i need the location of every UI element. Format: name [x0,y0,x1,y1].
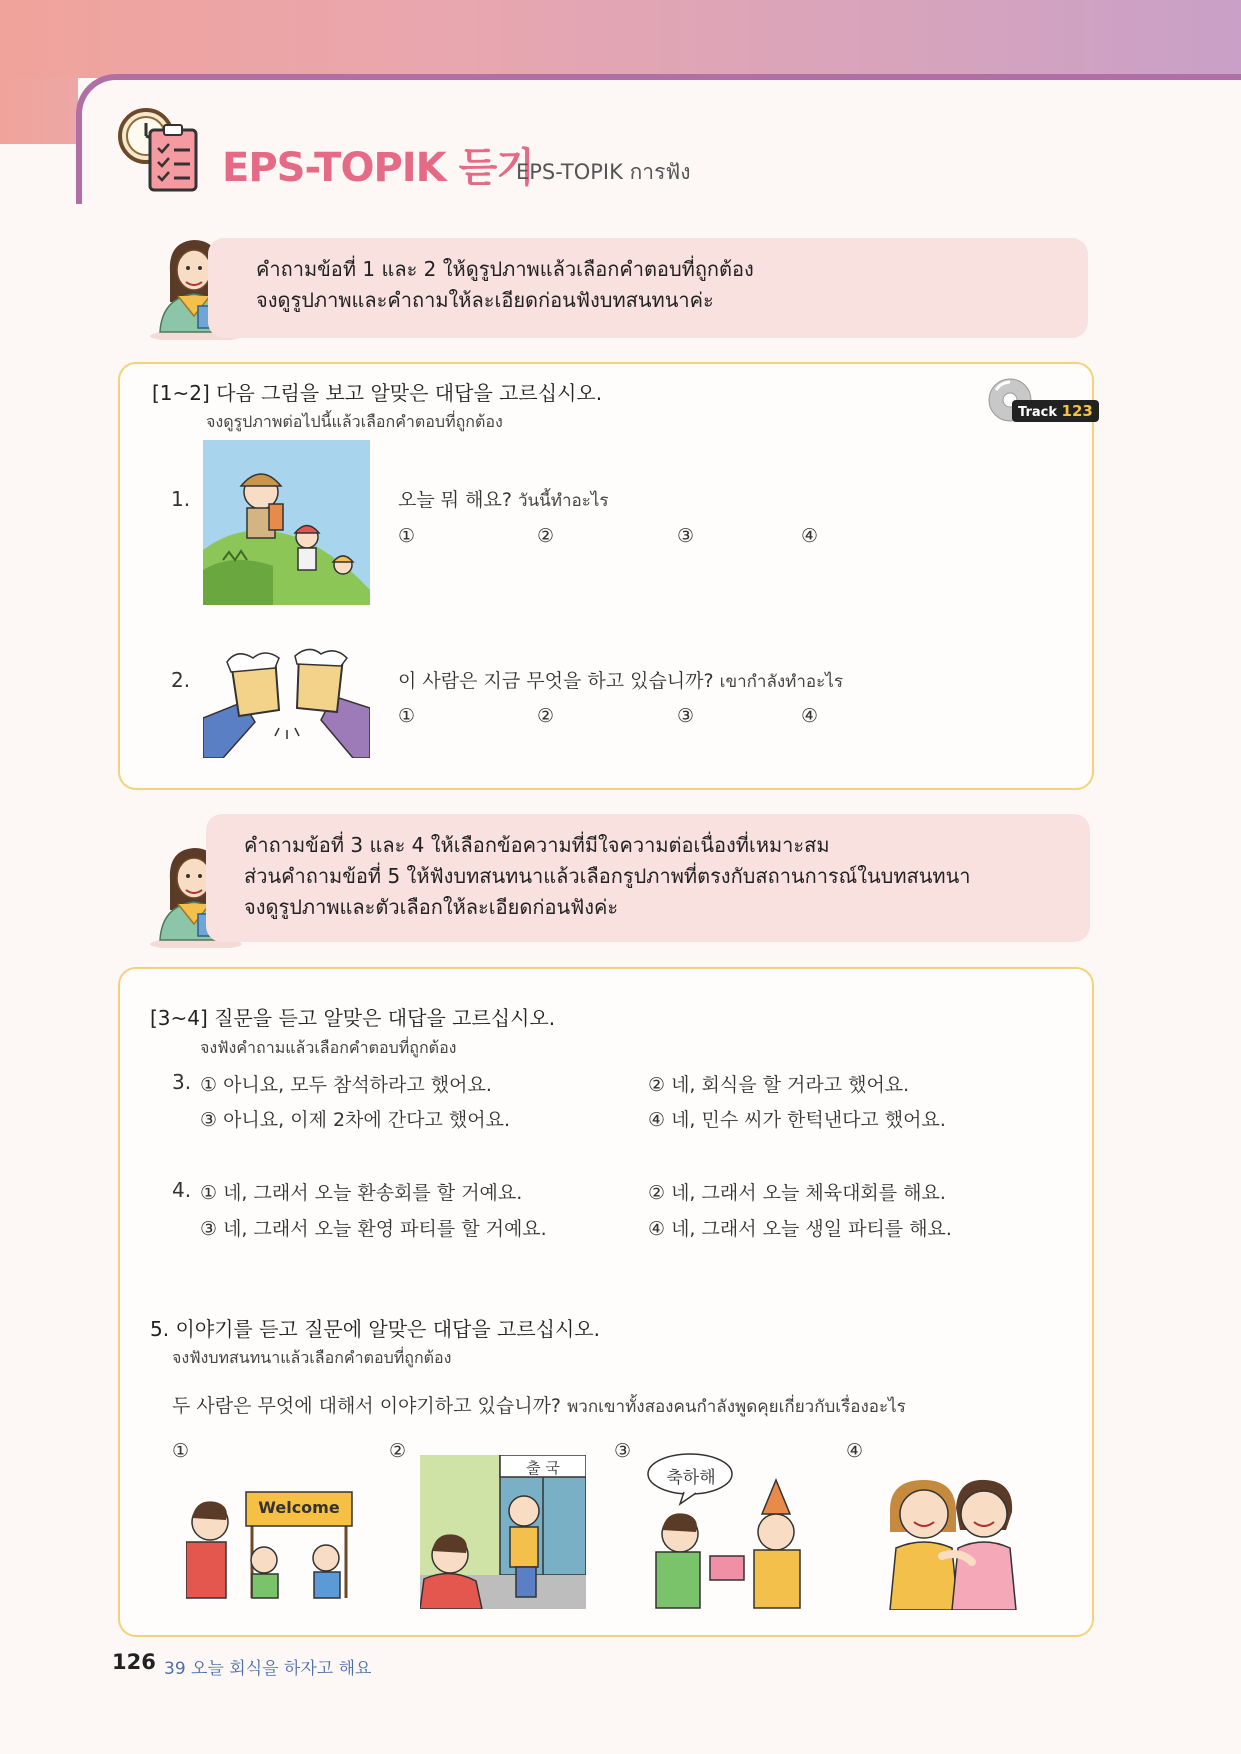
question-number: 2. [171,668,191,692]
audio-track-badge[interactable] [988,378,1093,426]
track-label [1012,400,1099,422]
answer-option-4[interactable]: ④ [801,705,819,727]
question-text [398,485,609,514]
speech-bubble-text: 축하해 [666,1468,716,1488]
instruction-line: คำถามข้อที่ 1 และ 2 ให้ดูรูปภาพแล้วเลือกคำตอบที่ถูกต้อง [256,257,754,281]
answer-option-2[interactable]: ② [537,525,555,547]
section-subheading: จงฟังคำถามแล้วเลือกคำตอบที่ถูกต้อง [200,1038,457,1057]
question-number: 1. [171,487,191,511]
question-thai: พวกเขาทั้งสองคนกำลังพูดคุยเกี่ยวกับเรื่องอะไร [567,1397,906,1417]
question-5-heading: 5. 이야기를 듣고 질문에 알맞은 대답을 고르십시오. [150,1317,600,1341]
section-heading: [1~2] 다음 그림을 보고 알맞은 대답을 고르십시오. [152,381,603,405]
answer-option-2[interactable]: ② [537,705,555,727]
congratulations-illustration[interactable] [644,1450,814,1610]
track-number: 123 [1061,402,1093,420]
page-subtitle: EPS-TOPIK การฟัง [516,160,691,184]
instruction-line: จงดูรูปภาพและตัวเลือกให้ละเอียดก่อนฟังค่ะ [244,895,619,919]
instruction-line: จงดูรูปภาพและคำถามให้ละเอียดก่อนฟังบทสนทนาค่ะ [256,288,714,312]
answer-option-1[interactable]: ① [398,525,416,547]
page-title: EPS-TOPIK 듣기 [222,145,534,191]
welcome-illustration[interactable] [186,1480,356,1600]
departure-sign-text: 출 국 [526,1459,560,1477]
answer-option-4[interactable]: ④ [801,525,819,547]
section-heading: [3~4] 질문을 듣고 알맞은 대답을 고르십시오. [150,1006,556,1030]
instruction-box-2 [206,814,1090,942]
question-korean: 이 사람은 지금 무엇을 하고 있습니까? [398,670,714,692]
friends-illustration[interactable] [886,1470,1020,1610]
chapter-title: 39 오늘 회식을 하자고 해요 [164,1659,372,1679]
question-korean: 두 사람은 무엇에 대해서 이야기하고 있습니까? [172,1395,562,1417]
header-color-band-left [0,78,78,144]
question-text [398,666,843,695]
answer-option-4[interactable]: ④ 네, 민수 씨가 한턱낸다고 했어요. [648,1109,946,1131]
instruction-line: คำถามข้อที่ 3 และ 4 ให้เลือกข้อความที่มีใจความต่อเนื่องที่เหมาะสม [244,833,830,857]
picture-option-1-label[interactable]: ① [172,1440,190,1462]
picture-option-3-label[interactable]: ③ [614,1440,632,1462]
question-thai: เขากำลังทำอะไร [719,672,843,692]
answer-option-2[interactable]: ② 네, 그래서 오늘 체육대회를 해요. [648,1182,946,1204]
instruction-box-1 [208,238,1088,338]
question-korean: 오늘 뭐 해요? [398,489,512,511]
answer-option-3[interactable]: ③ [677,705,695,727]
picture-option-2-label[interactable]: ② [389,1440,407,1462]
question-text [172,1391,906,1420]
toast-beer-illustration [203,648,370,758]
answer-option-3[interactable]: ③ 네, 그래서 오늘 환영 파티를 할 거예요. [200,1218,547,1240]
answer-option-1[interactable]: ① 아니요, 모두 참석하라고 했어요. [200,1074,492,1096]
answer-option-2[interactable]: ② 네, 회식을 할 거라고 했어요. [648,1074,910,1096]
question-thai: วันนี้ทำอะไร [517,491,609,511]
answer-option-1[interactable]: ① 네, 그래서 오늘 환송회를 할 거예요. [200,1182,523,1204]
page-number: 126 [112,1650,156,1674]
track-text: Track [1018,405,1057,420]
clock-checklist-icon [116,106,206,196]
question-number: 4. [172,1178,192,1202]
welcome-sign-text: Welcome [258,1498,340,1517]
answer-option-3[interactable]: ③ [677,525,695,547]
answer-option-1[interactable]: ① [398,705,416,727]
hiking-illustration [203,440,370,605]
question-number: 3. [172,1070,192,1094]
departure-scene [420,1455,586,1609]
answer-option-3[interactable]: ③ 아니요, 이제 2차에 간다고 했어요. [200,1109,511,1131]
answer-option-4[interactable]: ④ 네, 그래서 오늘 생일 파티를 해요. [648,1218,952,1240]
header-color-band [0,0,1241,78]
departure-illustration[interactable] [420,1455,586,1609]
instruction-line: ส่วนคำถามข้อที่ 5 ให้ฟังบทสนทนาแล้วเลือกรูปภาพที่ตรงกับสถานการณ์ในบทสนทนา [244,864,971,888]
picture-option-4-label[interactable]: ④ [846,1440,864,1462]
section-subheading: จงดูรูปภาพต่อไปนี้แล้วเลือกคำตอบที่ถูกต้อง [206,412,503,431]
question-5-subheading: จงฟังบทสนทนาแล้วเลือกคำตอบที่ถูกต้อง [172,1348,452,1367]
